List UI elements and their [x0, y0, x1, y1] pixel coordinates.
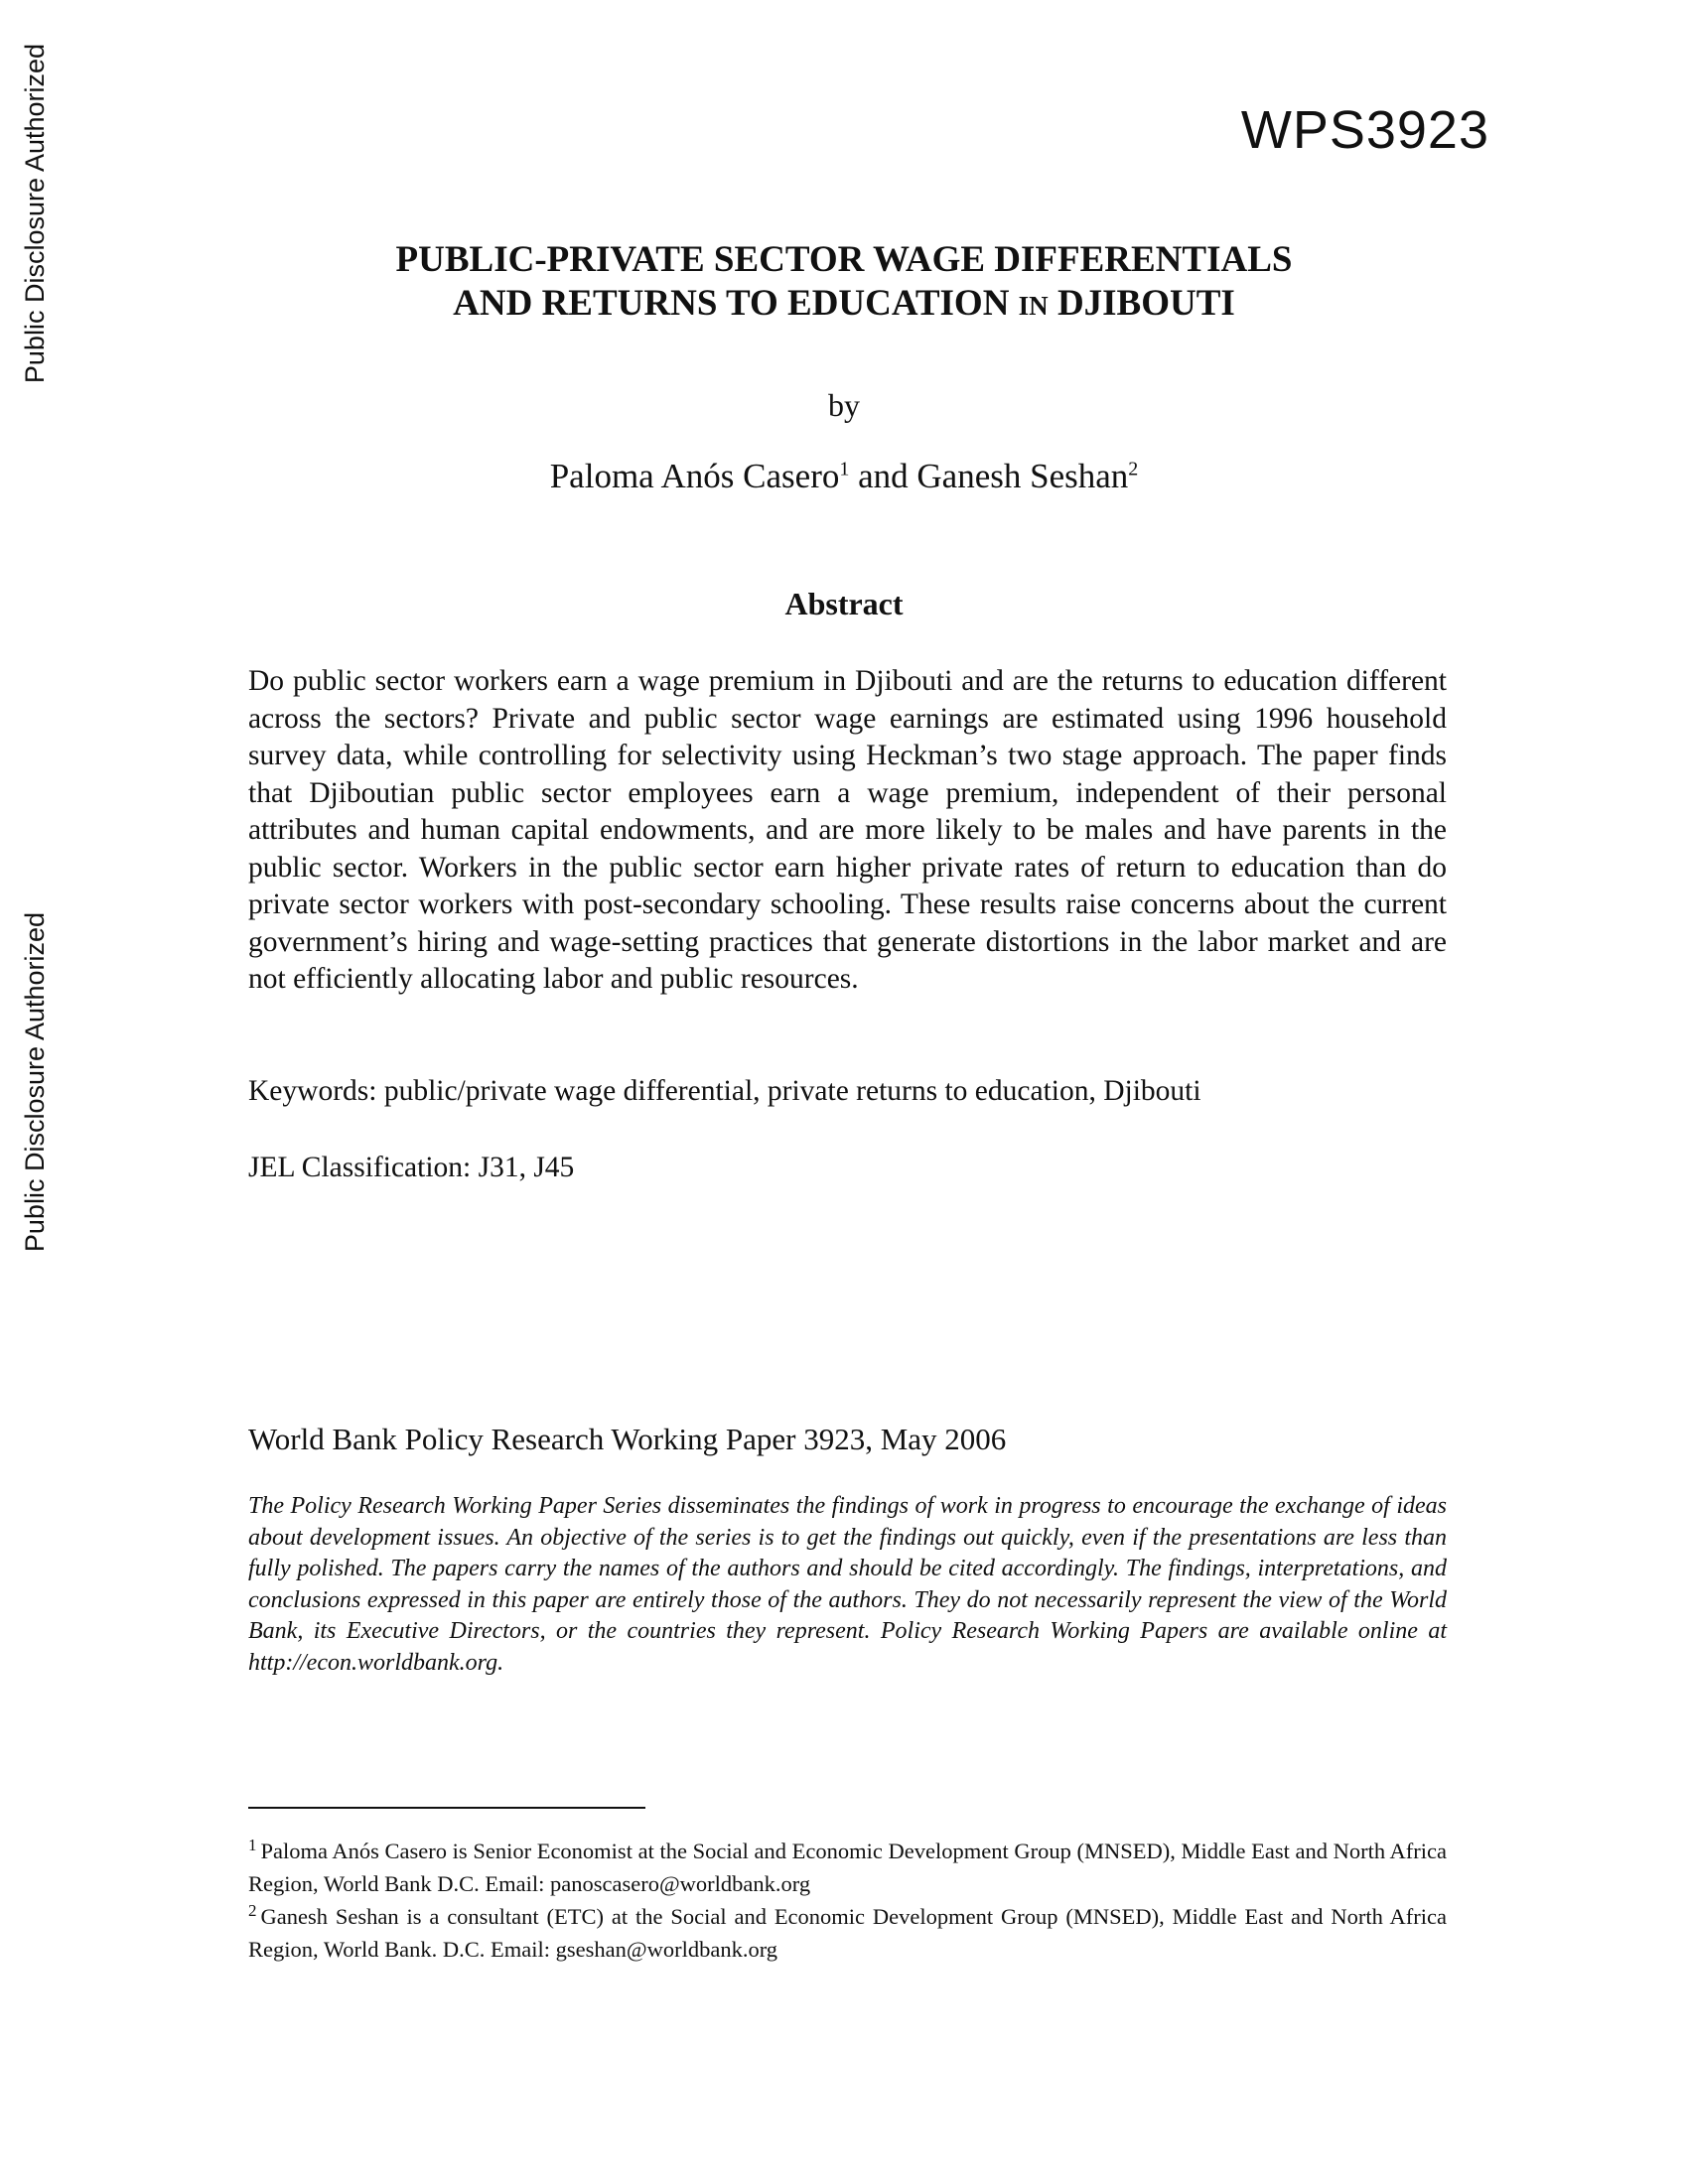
- author-1-name: Paloma Anós Casero: [549, 457, 840, 495]
- author-2-name: Ganesh Seshan: [916, 457, 1129, 495]
- title-line-2-end: DJIBOUTI: [1048, 283, 1235, 324]
- jel-classification-line: JEL Classification: J31, J45: [248, 1152, 575, 1183]
- footnote-1-text: Paloma Anós Casero is Senior Economist at the Social and Economic Development Group (MNSED), Middle East and North Africa Region, World Bank D.C. Email: panoscasero@worldbank.org: [248, 1839, 1447, 1896]
- keywords-line: Keywords: public/private wage differential, private returns to education, Djibouti: [248, 1075, 1201, 1107]
- footnote-2-mark: 2: [248, 1900, 257, 1920]
- title-line-2: [248, 282, 1440, 328]
- footnote-1-mark: 1: [248, 1835, 257, 1854]
- author-joiner: and: [849, 457, 917, 495]
- side-label-disclosure-top: Public Disclosure Authorized: [20, 43, 50, 384]
- author-list: [248, 457, 1440, 496]
- title-line-2-main: AND RETURNS TO EDUCATION: [453, 283, 1019, 324]
- byline-by: by: [828, 387, 860, 423]
- footnote-1: [248, 1835, 1447, 1900]
- abstract-heading: Abstract: [784, 586, 904, 621]
- title-line-2-in: IN: [1018, 291, 1049, 321]
- paper-title: [248, 238, 1440, 328]
- author-1-footnote-mark[interactable]: 1: [839, 458, 850, 480]
- series-disclaimer: The Policy Research Working Paper Series disseminates the findings of work in progress to encourage the exchange of ideas about development issues. An objective of the series is to get the findings out quickly, even if the presentations are less than fully polished. The papers carry the names of the authors and should be cited accordingly. The findings, interpretations, and conclusions expressed in this paper are entirely those of the authors. They do not necessarily represent the view of the World Bank, its Executive Directors, or the countries they represent. Policy Research Working Papers are available online at http://econ.worldbank.org.: [248, 1493, 1447, 1676]
- working-paper-series-line: World Bank Policy Research Working Paper 3923, May 2006: [248, 1422, 1007, 1456]
- footnote-separator: [248, 1807, 645, 1809]
- document-number: WPS3923: [1240, 100, 1489, 160]
- author-2-footnote-mark[interactable]: 2: [1128, 458, 1139, 480]
- footnote-2: [248, 1900, 1447, 1966]
- side-label-disclosure-bottom: Public Disclosure Authorized: [20, 911, 50, 1253]
- title-line-1: PUBLIC-PRIVATE SECTOR WAGE DIFFERENTIALS: [395, 239, 1293, 280]
- footnote-2-text: Ganesh Seshan is a consultant (ETC) at the Social and Economic Development Group (MNSED), Middle East and North Africa Region, World Bank. D.C. Email: gseshan@worldbank.org: [248, 1904, 1447, 1962]
- abstract-body: Do public sector workers earn a wage premium in Djibouti and are the returns to education different across the sectors? Private and public sector wage earnings are estimated using 1996 household survey data, while controlling for selectivity using Heckman’s two stage approach. The paper finds that Djiboutian public sector employees earn a wage premium, independent of their personal attributes and human capital endowments, and are more likely to be males and have parents in the public sector. Workers in the public sector earn higher private rates of return to education than do private sector workers with post-secondary schooling. These results raise concerns about the current government’s hiring and wage-setting practices that generate distortions in the labor market and are not efficiently allocating labor and public resources.: [248, 665, 1447, 995]
